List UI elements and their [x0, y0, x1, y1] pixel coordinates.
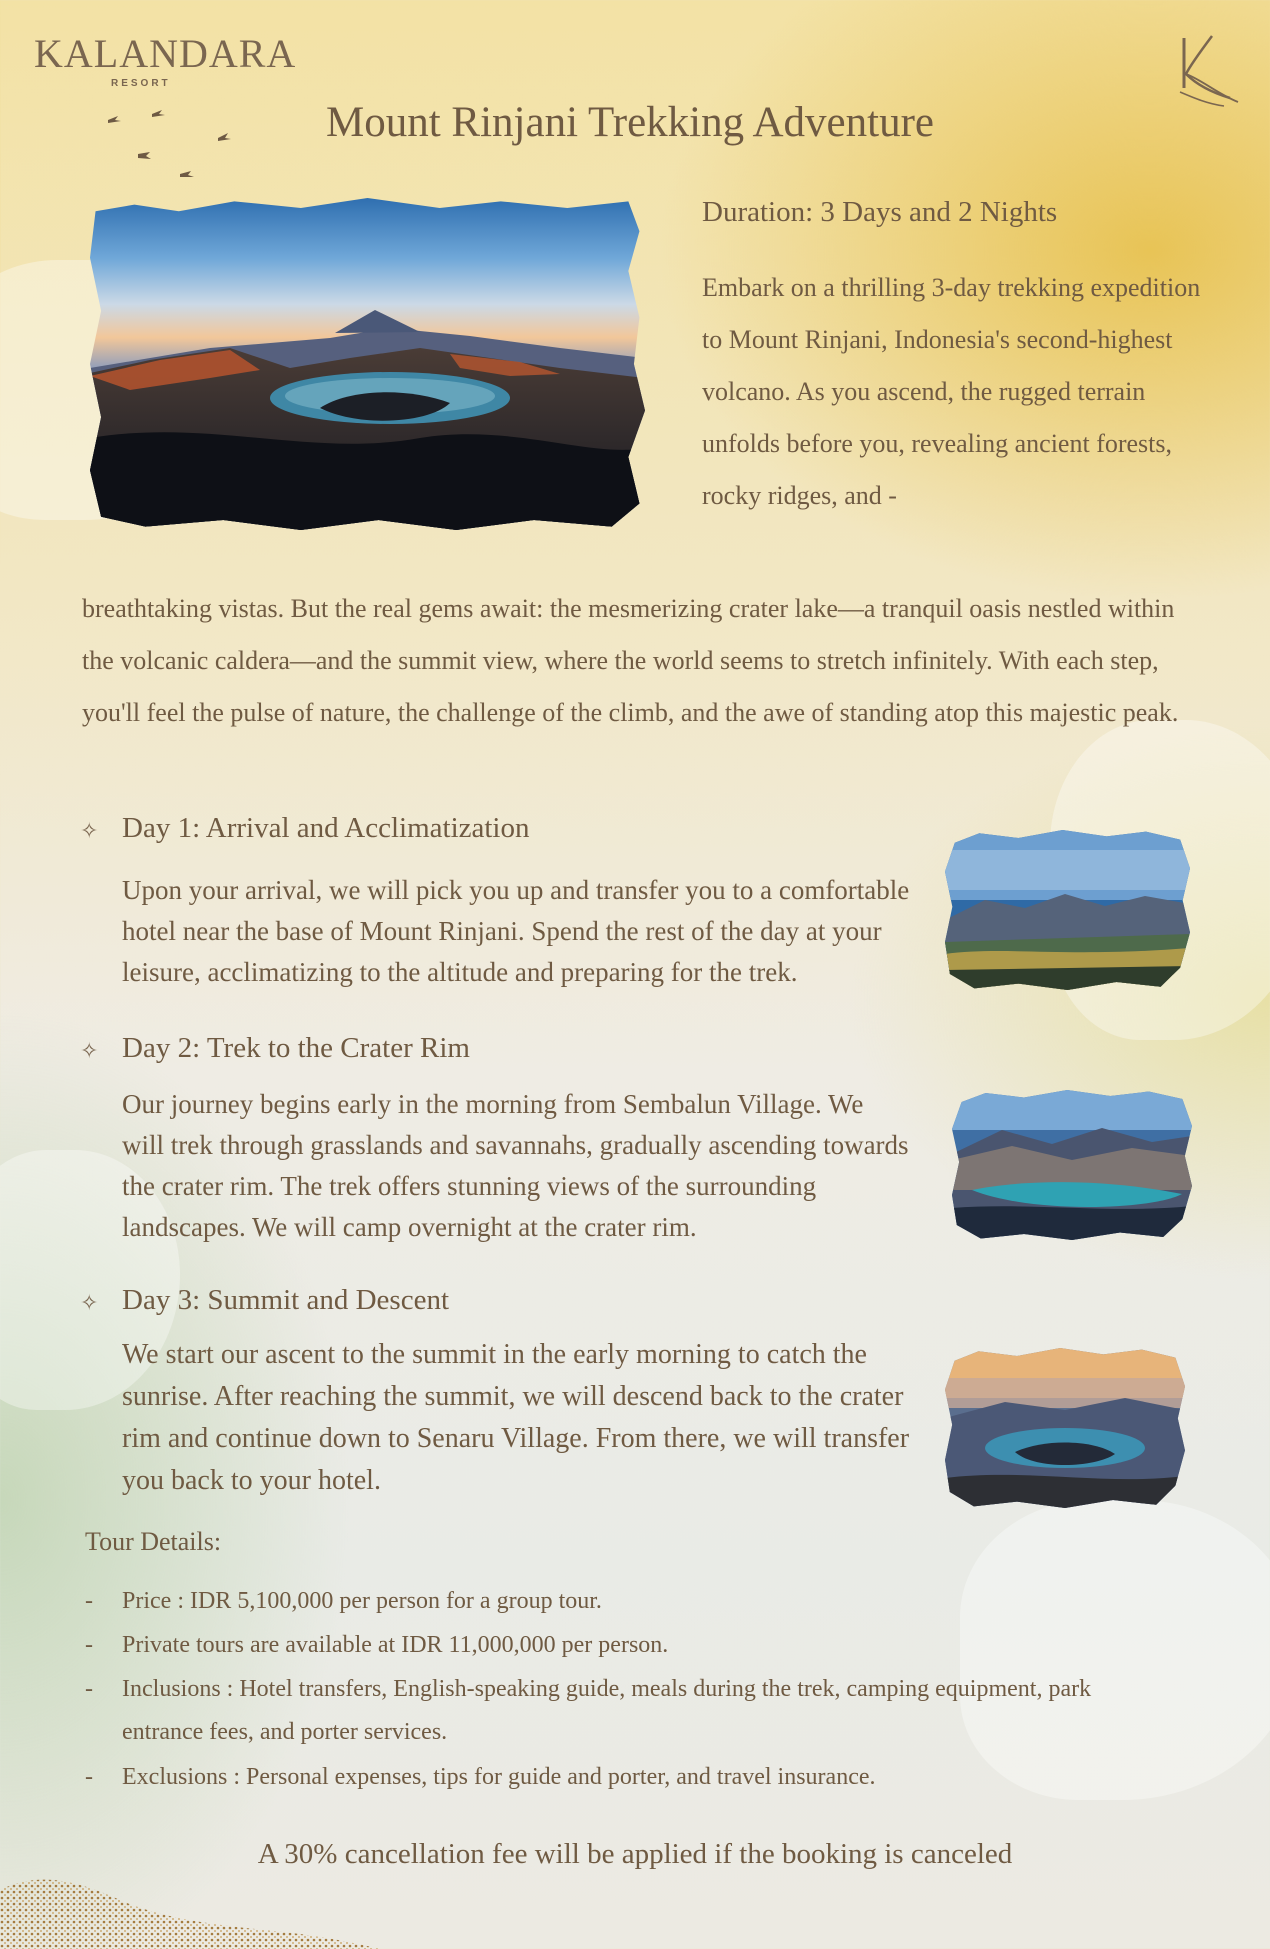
day-bullet-icon: ✧	[80, 1038, 99, 1063]
list-bullet: -	[85, 1676, 93, 1702]
tour-detail-exclusions: Exclusions : Personal expenses, tips for guide and porter, and travel insurance.	[122, 1764, 876, 1790]
crater-rim-photo	[952, 1090, 1192, 1240]
trip-duration: Duration: 3 Days and 2 Nights	[702, 196, 1058, 228]
tour-detail-inclusions: Inclusions : Hotel transfers, English-speaking guide, meals during the trek, camping equipment, park entrance fees, and porter services.	[122, 1676, 1092, 1745]
page-title: Mount Rinjani Trekking Adventure	[326, 99, 934, 146]
cancellation-note: A 30% cancellation fee will be applied if the booking is canceled	[257, 1838, 1013, 1870]
brand-monogram-icon	[1172, 32, 1242, 108]
day-3-description: We start our ascent to the summit in the early morning to catch the sunrise. After reaching the summit, we will descend back to the crater rim and continue down to Senaru Village. From there, we will transfer you back to your hotel.	[122, 1339, 910, 1496]
day-1-title: Day 1: Arrival and Acclimatization	[122, 812, 530, 844]
day-bullet-icon: ✧	[80, 1290, 99, 1315]
mountain-valley-photo	[945, 830, 1190, 990]
list-bullet: -	[85, 1764, 93, 1790]
day-3-title: Day 3: Summit and Descent	[122, 1284, 450, 1316]
day-2-description: Our journey begins early in the morning from Sembalun Village. We will trek through grasslands and savannahs, gradually ascending towards the crater rim. The trek offers stunning views of the surrounding landscapes. We will camp overnight at the crater rim.	[122, 1089, 909, 1242]
brand-logo: KALANDARA	[34, 31, 297, 76]
crater-lake-photo	[90, 198, 645, 530]
brand-logo-subtitle: RESORT	[111, 78, 171, 89]
day-2-title: Day 2: Trek to the Crater Rim	[122, 1032, 470, 1064]
list-bullet: -	[85, 1632, 93, 1658]
intro-paragraph-part2: breathtaking vistas. But the real gems await: the mesmerizing crater lake—a tranquil oasis nestled within the volcanic caldera—and the summit view, where the world seems to stretch infinitely. With each step, you'll feel the pulse of nature, the challenge of the climb, and the awe of standing atop this majestic peak.	[82, 594, 1179, 727]
tour-detail-price: Price : IDR 5,100,000 per person for a group tour.	[122, 1588, 602, 1614]
gold-speckle-decoration	[0, 1860, 380, 1949]
day-1-description: Upon your arrival, we will pick you up and transfer you to a comfortable hotel near the base of Mount Rinjani. Spend the rest of the day at your leisure, acclimatizing to the altitude and preparing for the trek.	[122, 875, 910, 987]
tour-detail-private: Private tours are available at IDR 11,000,000 per person.	[122, 1632, 669, 1658]
intro-paragraph-part1: Embark on a thrilling 3-day trekking expedition to Mount Rinjani, Indonesia's second-highest volcano. As you ascend, the rugged terrain unfolds before you, revealing ancient forests, rocky ridges, and -	[702, 273, 1201, 510]
summit-sunrise-photo	[945, 1348, 1185, 1508]
tour-details-title: Tour Details:	[85, 1527, 222, 1556]
list-bullet: -	[85, 1588, 93, 1614]
day-bullet-icon: ✧	[80, 818, 99, 843]
